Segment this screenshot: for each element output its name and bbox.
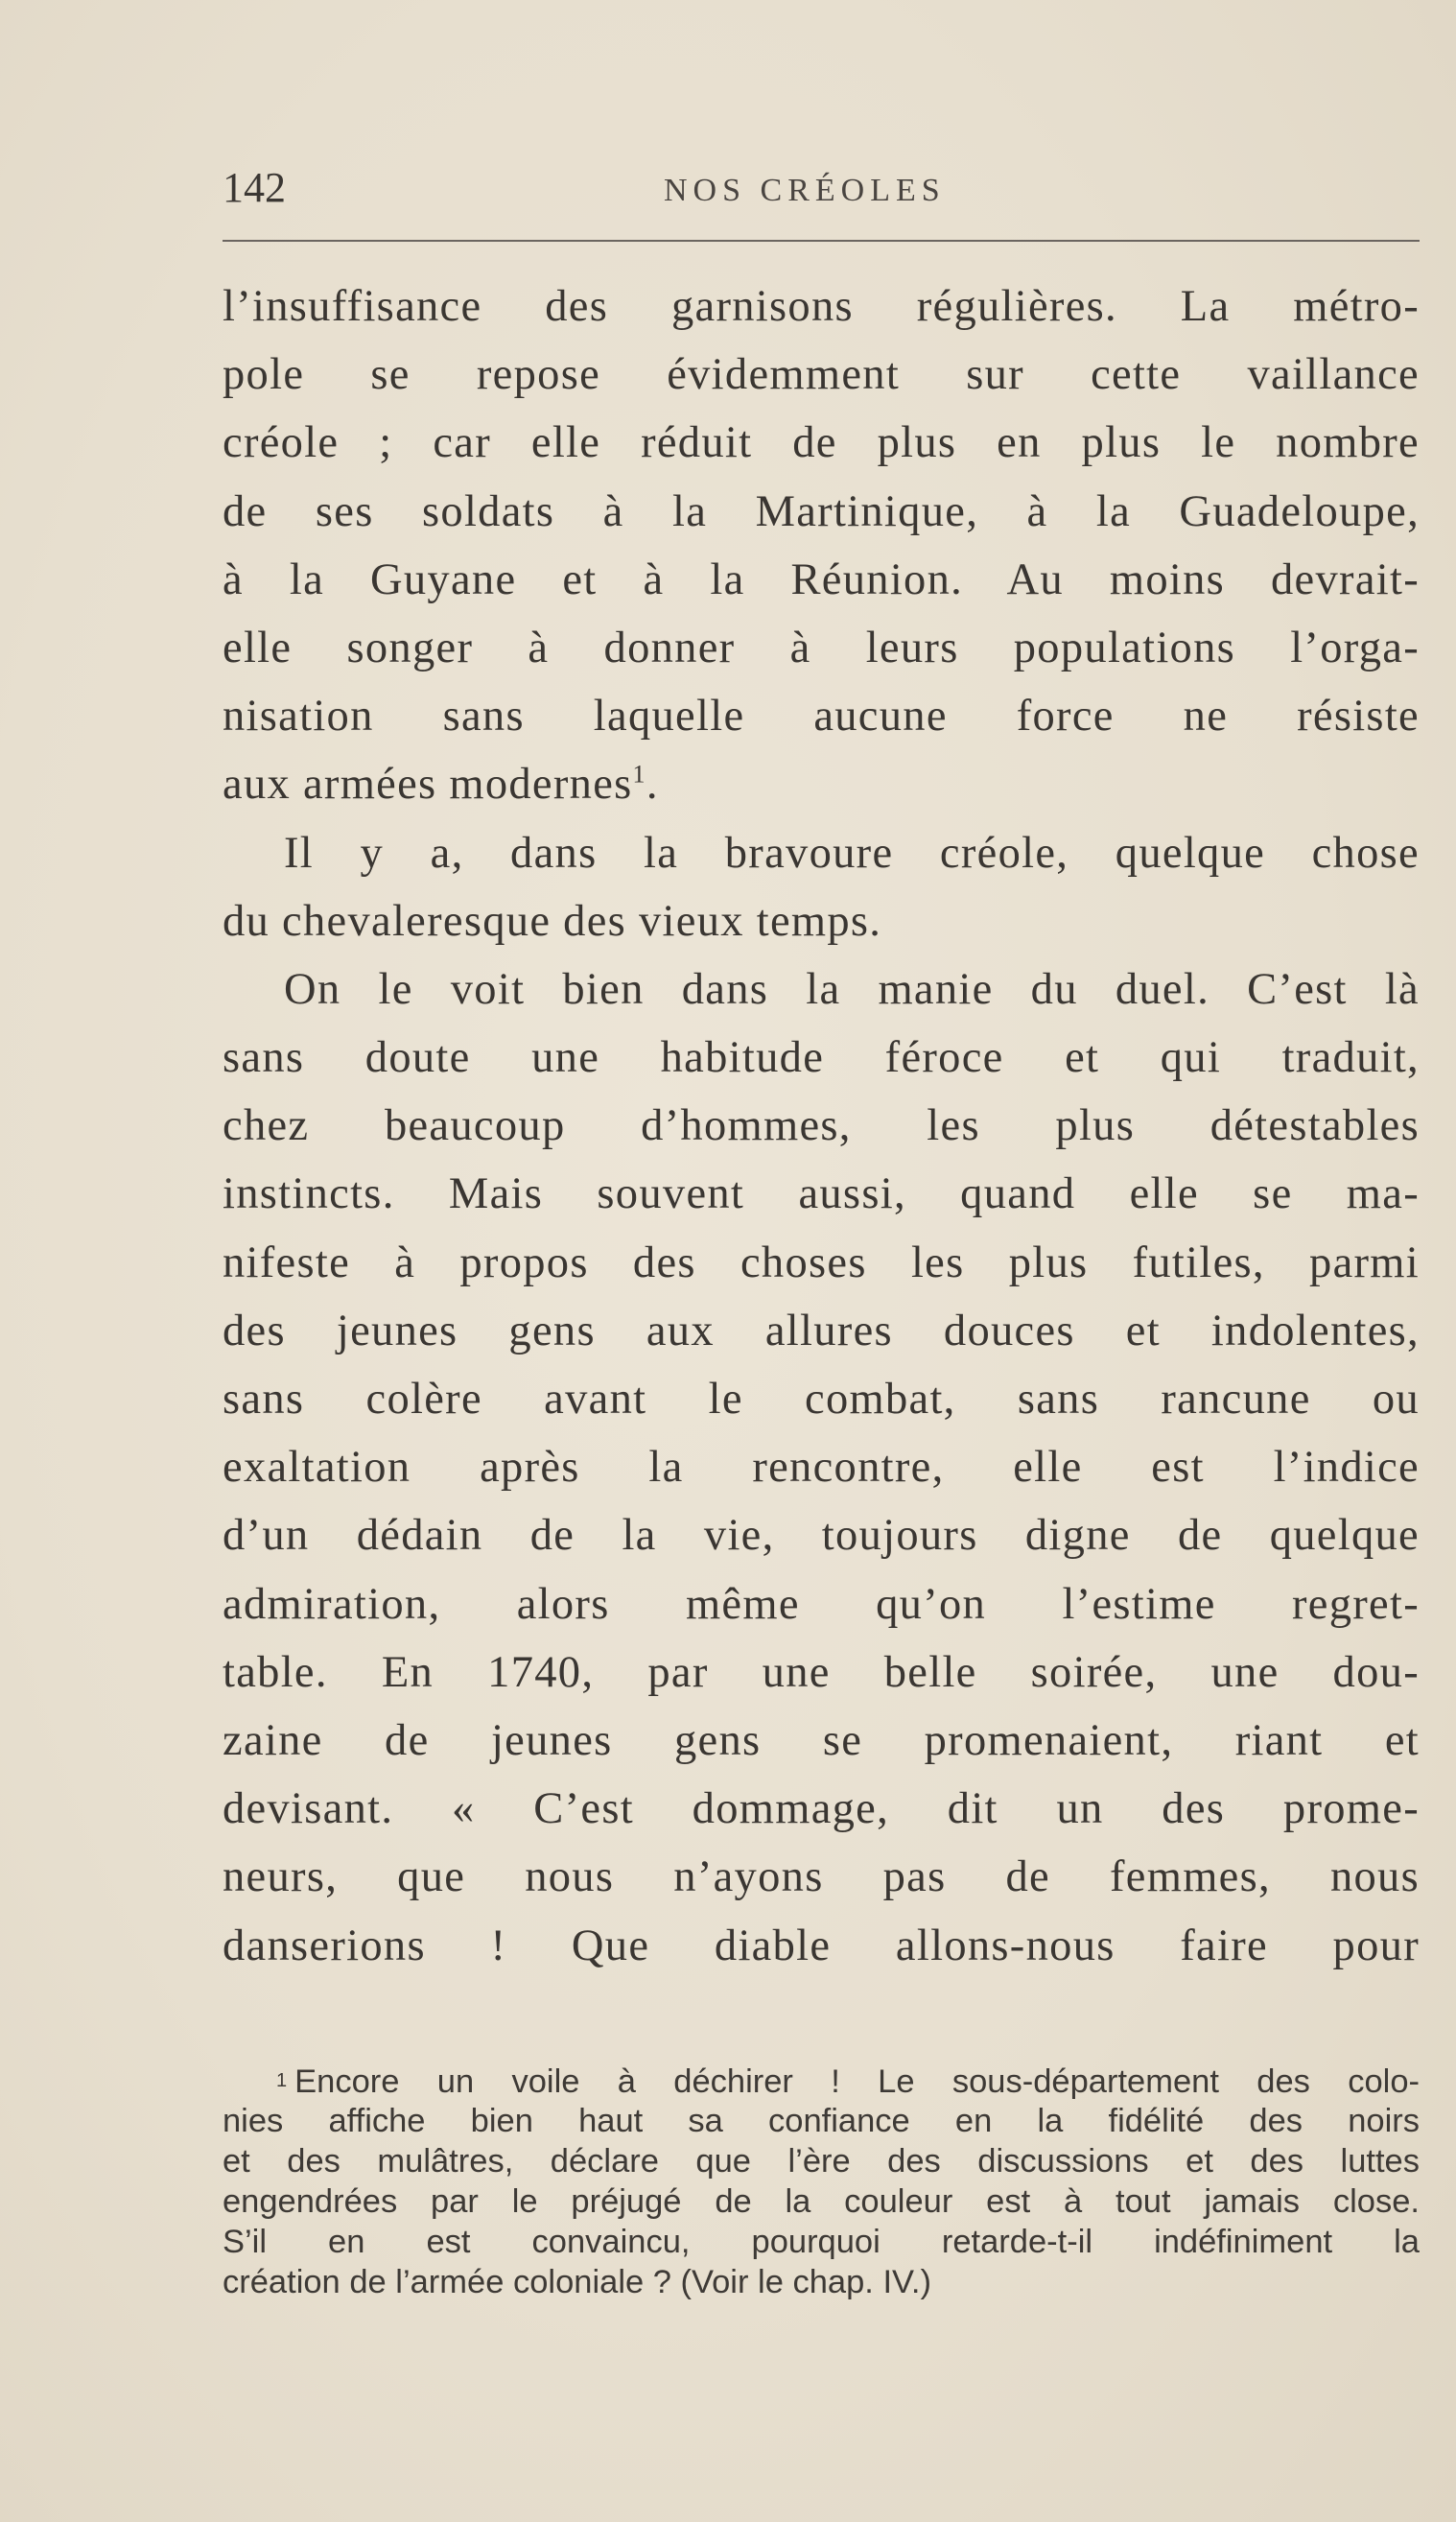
text-line: neurs, que nous n’ayons pas de femmes, nous	[223, 1852, 1420, 1902]
text-line: nisation sans laquelle aucune force ne résiste	[223, 692, 1420, 742]
text-line: sans colère avant le combat, sans rancune ou	[223, 1375, 1420, 1424]
text-line: à la Guyane et à la Réunion. Au moins devrait-	[223, 554, 1420, 604]
text-line: instincts. Mais souvent aussi, quand elle se ma-	[223, 1169, 1420, 1219]
text-line: d’un dédain de la vie, toujours digne de quelque	[223, 1511, 1420, 1561]
footnote-line: engendrées par le préjugé de la couleur est à tout jamais close.	[223, 2183, 1420, 2220]
text-line: table. En 1740, par une belle soirée, une dou-	[223, 1647, 1420, 1697]
footnote	[223, 2061, 1420, 2302]
text-line: créole ; car elle réduit de plus en plus le nombre	[223, 418, 1420, 468]
running-head: NOS CRÉOLES	[664, 173, 946, 208]
page-number: 142	[223, 164, 286, 211]
text-line: nifeste à propos des choses les plus futiles, parmi	[223, 1237, 1420, 1287]
footnote-line	[223, 2061, 1420, 2101]
text-line: pole se repose évidemment sur cette vaillance	[223, 350, 1420, 400]
sentence-end: .	[646, 760, 659, 810]
text-line: exaltation après la rencontre, elle est l’indice	[223, 1443, 1420, 1493]
text-line: danserions ! Que diable allons-nous faire pour	[223, 1921, 1420, 1970]
text-line: chez beaucoup d’hommes, les plus détestables	[223, 1101, 1420, 1151]
page-header	[223, 161, 1420, 215]
footnote-line: création de l’armée coloniale ? (Voir le chap. IV.)	[223, 2264, 931, 2300]
text-line: du chevaleresque des vieux temps.	[223, 896, 882, 946]
paragraph-start: On le voit bien dans la manie du duel. C’est là	[284, 964, 1420, 1014]
footnote-mark: 1	[276, 2070, 288, 2091]
footnote-reference[interactable]: 1	[632, 760, 646, 789]
footnote-line: nies affiche bien haut sa confiance en la fidélité des noirs	[223, 2103, 1420, 2139]
text-line: elle songer à donner à leurs populations l’orga-	[223, 623, 1420, 672]
text-line: sans doute une habitude féroce et qui traduit,	[223, 1033, 1420, 1083]
footnote-text: Encore un voile à déchirer ! Le sous-département des colo-	[294, 2063, 1420, 2100]
body-text	[223, 272, 1420, 1980]
text-line-with-footnote-ref	[223, 750, 1420, 818]
text-line: de ses soldats à la Martinique, à la Guadeloupe,	[223, 486, 1420, 536]
footnote-line: et des mulâtres, déclare que l’ère des discussions et des luttes	[223, 2143, 1420, 2180]
text-line: zaine de jeunes gens se promenaient, riant et	[223, 1715, 1420, 1765]
text-line: des jeunes gens aux allures douces et indolentes,	[223, 1306, 1420, 1355]
footnote-line: S’il en est convaincu, pourquoi retarde-t-il indéfiniment la	[223, 2224, 1420, 2260]
text-line: aux armées modernes	[223, 760, 633, 810]
header-rule	[223, 240, 1420, 242]
text-line: devisant. « C’est dommage, dit un des prome-	[223, 1784, 1420, 1834]
text-line: admiration, alors même qu’on l’estime regret-	[223, 1579, 1420, 1629]
text-line: l’insuffisance des garnisons régulières. La métro-	[223, 282, 1420, 331]
paragraph-start: Il y a, dans la bravoure créole, quelque chose	[284, 828, 1420, 878]
